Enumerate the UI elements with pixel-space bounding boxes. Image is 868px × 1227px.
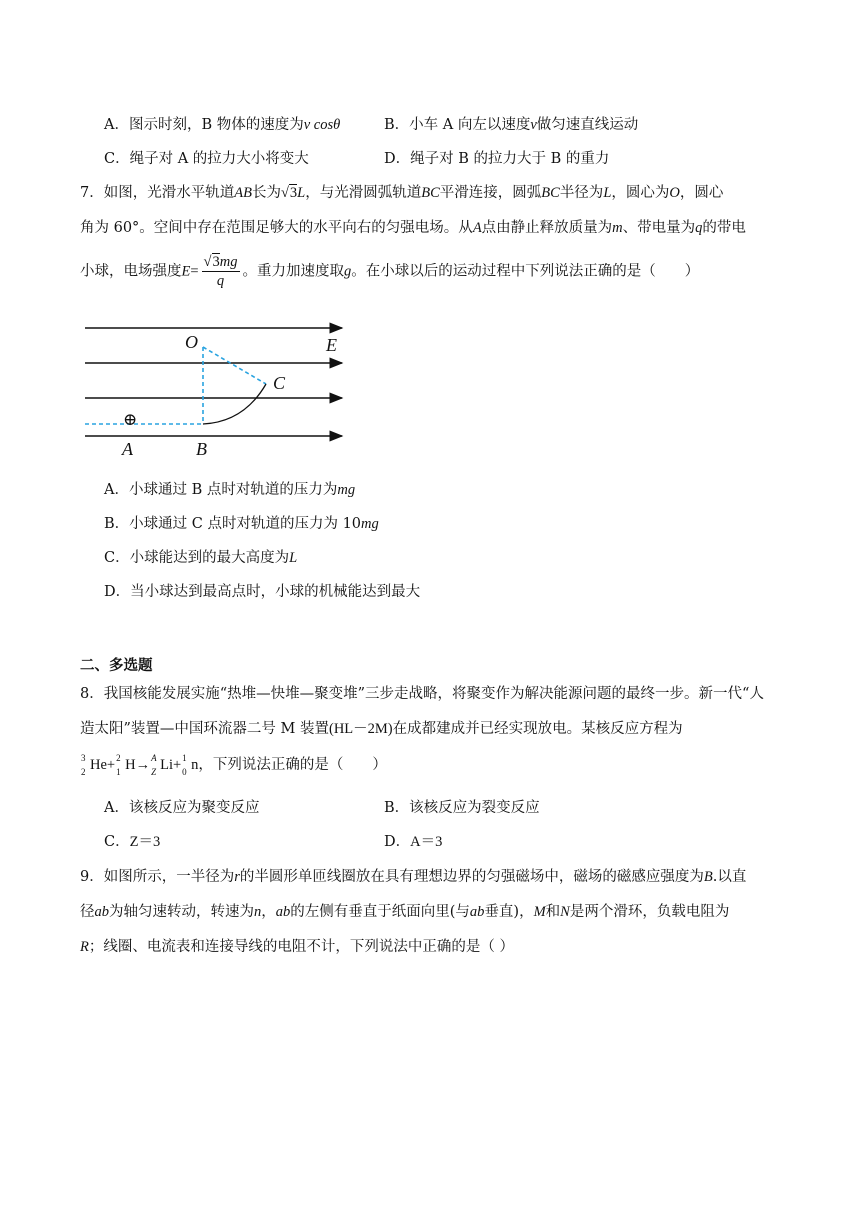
q6-option-b: B．小车 A 向左以速度v做匀速直线运动 [384, 117, 639, 133]
q7-option-b: B．小球通过 C 点时对轨道的压力为 10mg [104, 516, 379, 532]
he-nuclide-numbers: 3 2 [81, 753, 86, 777]
li-nuclide-numbers: A Z [151, 753, 157, 777]
label-o: O [185, 332, 198, 352]
q7-figure [80, 318, 350, 460]
q9-stem-line2: 径ab为轴匀速转动，转速为n，ab的左侧有垂直于纸面向里(与ab垂直)，M和N是两个滑环，负载电阻为 [80, 904, 730, 920]
q8-option-c: C．Z＝3 [104, 834, 161, 850]
q9-stem-line3: R；线圈、电流表和连接导线的电阻不计，下列说法中正确的是（ ） [80, 939, 514, 955]
label-b: B [196, 439, 207, 459]
q8-option-b: B．该核反应为裂变反应 [384, 800, 540, 816]
q6-option-c: C．绳子对 A 的拉力大小将变大 [104, 151, 309, 167]
arc-bc [203, 384, 266, 424]
radius-oc-dashed [203, 347, 266, 384]
q8-stem-line1: 8．我国核能发展实施“热堆—快堆—聚变堆”三步走战略，将聚变作为解决能源问题的最终一步。新一代“人 [80, 686, 764, 702]
q7-stem-line1: 7．如图，光滑水平轨道AB长为√3L，与光滑圆弧轨道BC平滑连接，圆弧BC半径为L，圆心为O，圆心 [80, 185, 724, 201]
q7-stem-line2: 角为 60°。空间中存在范围足够大的水平向右的匀强电场。从A点由静止释放质量为m、带电量为q的带电 [80, 220, 746, 236]
label-c: C [273, 373, 286, 393]
q8-option-d: D．A＝3 [384, 834, 443, 850]
q7-option-d: D．当小球达到最高点时，小球的机械能达到最大 [104, 584, 421, 600]
q6-option-d: D．绳子对 B 的拉力大于 B 的重力 [384, 151, 610, 167]
charged-ball: ⊕ [123, 410, 138, 429]
q7-option-a: A．小球通过 B 点时对轨道的压力为mg [104, 482, 356, 498]
q8-equation-line: 3 2 He+ 2 1 H→ A Z Li+ 1 0 n，下列说法正确的是（ ） [81, 753, 387, 777]
label-e: E [326, 335, 337, 355]
q8-option-a: A．该核反应为聚变反应 [104, 800, 260, 816]
q8-stem-line2: 造太阳”装置—中国环流器二号 M 装置(HL－2M)在成都建成并已经实现放电。某核反应方程为 [80, 721, 683, 737]
q7-option-c: C．小球能达到的最大高度为L [104, 550, 298, 566]
n-nuclide-numbers: 1 0 [182, 753, 187, 777]
section-title-multiple-choice: 二、多选题 [80, 657, 153, 674]
label-a: A [122, 439, 133, 459]
q9-stem-line1: 9．如图所示，一半径为r的半圆形单匝线圈放在具有理想边界的匀强磁场中，磁场的磁感应强度为B.以直 [80, 869, 747, 885]
q7-stem-line3: 小球，电场强度E= $\frac{√3mg}{q}$ 。重力加速度取g。在小球以后的运动过程中下列说法正确的是（ ） [80, 254, 700, 289]
field-strength-fraction: $\frac{√3mg}{q}$ [203, 254, 238, 289]
h-nuclide-numbers: 2 1 [116, 753, 121, 777]
q6-option-a: A．图示时刻，B 物体的速度为v cosθ [104, 117, 341, 133]
